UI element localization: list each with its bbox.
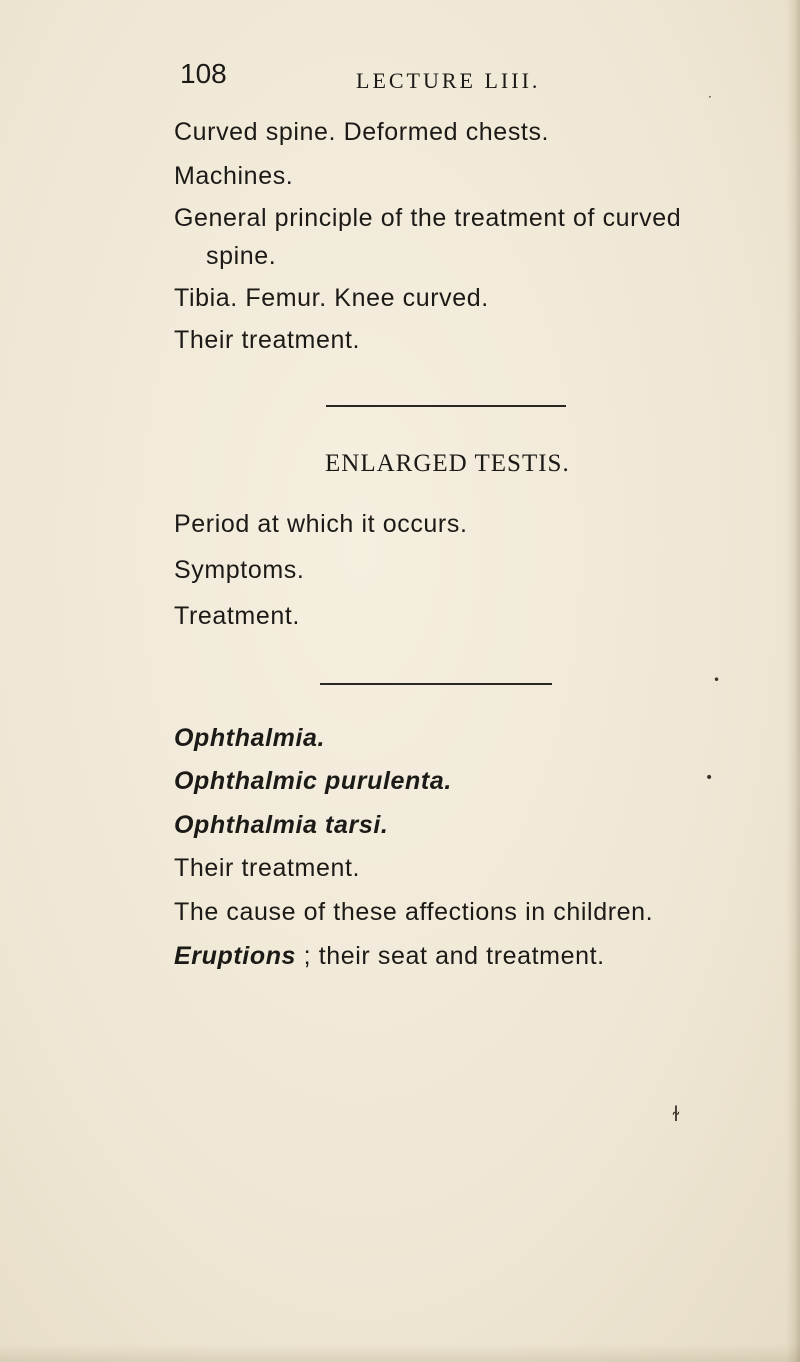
page-number: 108	[180, 58, 227, 89]
page-edge-shadow	[786, 0, 800, 1362]
text-line: Curved spine. Deformed chests.	[174, 118, 550, 146]
ink-speck: ɫ	[672, 1102, 680, 1126]
section-divider	[326, 405, 566, 407]
eruptions-line	[174, 942, 605, 971]
running-head: LECTURE LIII.	[356, 68, 541, 93]
text-line: Period at which it occurs.	[174, 510, 468, 538]
text-line: Their treatment.	[174, 326, 361, 354]
page-bottom-shadow	[0, 1344, 800, 1362]
text-line: Machines.	[174, 162, 294, 190]
eruptions-rest: ; their seat and treatment.	[296, 942, 605, 970]
ink-speck: ·	[708, 90, 712, 104]
text-line: Their treatment.	[174, 854, 361, 882]
text-line: Tibia. Femur. Knee curved.	[174, 284, 489, 312]
text-line: spine.	[206, 242, 277, 270]
ink-speck: •	[713, 673, 721, 687]
text-line: The cause of these affections in children.	[174, 898, 654, 926]
italic-line: Ophthalmia.	[174, 724, 326, 752]
italic-line: Ophthalmia tarsi.	[174, 811, 389, 839]
eruptions-word: Eruptions	[174, 942, 297, 970]
italic-line: Ophthalmic purulenta.	[174, 767, 452, 795]
section-heading: ENLARGED TESTIS.	[325, 450, 570, 477]
text-line: General principle of the treatment of curved	[174, 204, 682, 232]
ink-speck: •	[705, 770, 714, 786]
text-line: Symptoms.	[174, 556, 305, 584]
section-divider	[320, 683, 552, 685]
text-line: Treatment.	[174, 602, 300, 630]
